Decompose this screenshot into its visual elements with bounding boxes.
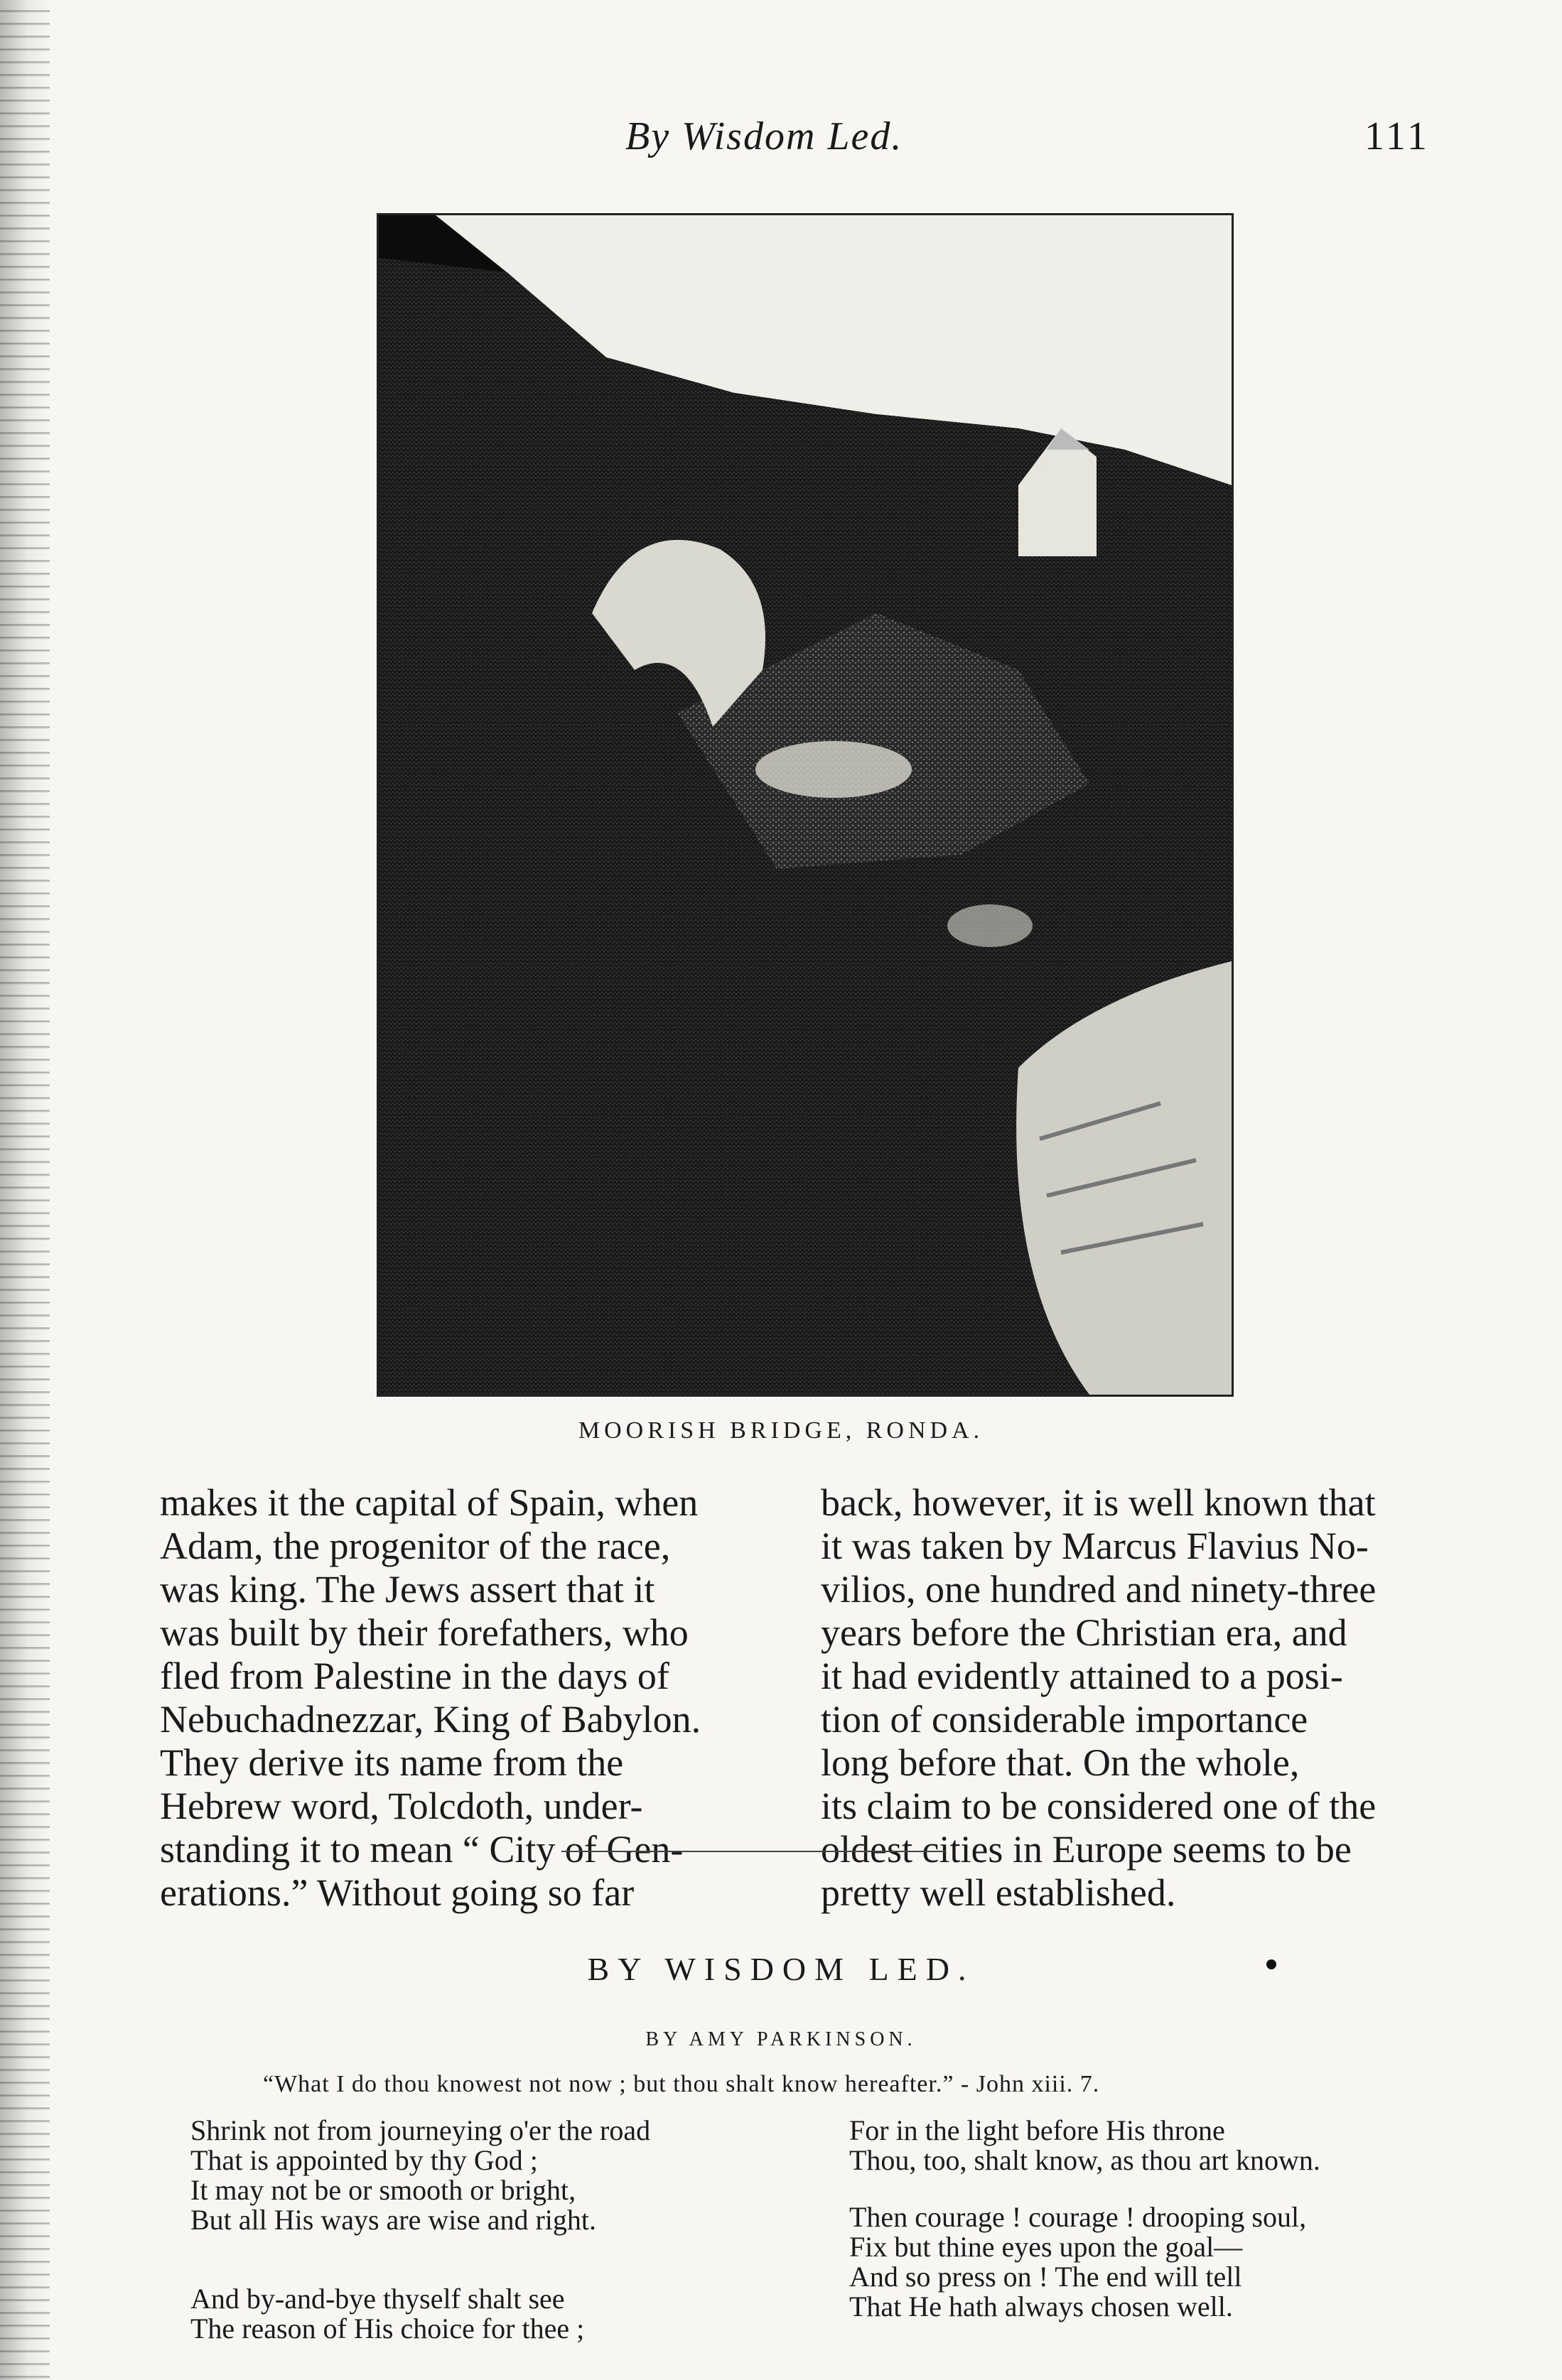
text-line: back, however, it is well known that xyxy=(821,1481,1376,1524)
text-line: was built by their forefathers, who xyxy=(160,1611,689,1654)
ink-dot xyxy=(1266,1959,1276,1969)
poem-line: And by-and-bye thyself shalt see xyxy=(190,2283,565,2315)
text-line: it had evidently attained to a posi- xyxy=(821,1655,1343,1697)
poem-line: And so press on ! The end will tell xyxy=(849,2261,1242,2293)
article-left-column xyxy=(160,1481,778,1915)
text-line: it was taken by Marcus Flavius No- xyxy=(821,1525,1369,1567)
text-line: Nebuchadnezzar, King of Babylon. xyxy=(160,1698,701,1741)
text-line: erations.” Without going so far xyxy=(160,1871,635,1914)
photograph-moorish-bridge xyxy=(377,213,1234,1397)
text-line: fled from Palestine in the days of xyxy=(160,1655,669,1697)
photo-caption: MOORISH BRIDGE, RONDA. xyxy=(578,1417,984,1444)
poem-line: But all His ways are wise and right. xyxy=(190,2204,596,2236)
text-line: years before the Christian era, and xyxy=(821,1611,1347,1654)
poem-line: Thou, too, shalt know, as thou art known. xyxy=(849,2144,1320,2176)
poem-line: That is appointed by thy God ; xyxy=(190,2144,538,2176)
text-line: pretty well established. xyxy=(821,1871,1176,1914)
poem-line: It may not be or smooth or bright, xyxy=(190,2174,576,2206)
poem-author: BY AMY PARKINSON. xyxy=(645,2028,917,2050)
running-head: By Wisdom Led. xyxy=(625,114,903,158)
photograph-image xyxy=(379,215,1232,1395)
text-line: tion of considerable importance xyxy=(821,1698,1308,1741)
poem-line: Fix but thine eyes upon the goal— xyxy=(849,2231,1243,2263)
article-right-column xyxy=(821,1481,1432,1915)
text-line: oldest cities in Europe seems to be xyxy=(821,1828,1352,1871)
text-line: makes it the capital of Spain, when xyxy=(160,1481,699,1524)
text-line: standing it to mean “ City of Gen- xyxy=(160,1828,684,1871)
poem-stanza-1 xyxy=(190,2116,650,2235)
section-divider xyxy=(561,1851,945,1852)
text-line: long before that. On the whole, xyxy=(821,1741,1300,1784)
poem-line: The reason of His choice for thee ; xyxy=(190,2313,585,2344)
page-number: 111 xyxy=(1364,114,1430,158)
text-line: Hebrew word, Tolcdoth, under- xyxy=(160,1785,643,1827)
poem-line: That He hath always chosen well. xyxy=(849,2290,1233,2322)
binding-edge xyxy=(0,0,50,2380)
poem-stanza-4 xyxy=(849,2202,1306,2322)
poem-title: BY WISDOM LED. xyxy=(587,1951,975,1987)
poem-stanza-3 xyxy=(849,2116,1320,2175)
text-line: They derive its name from the xyxy=(160,1741,624,1784)
poem-stanza-2 xyxy=(190,2284,584,2344)
poem-line: For in the light before His throne xyxy=(849,2114,1225,2146)
text-line: vilios, one hundred and ninety-three xyxy=(821,1568,1377,1611)
poem-line: Then courage ! courage ! drooping soul, xyxy=(849,2201,1307,2233)
text-line: was king. The Jews assert that it xyxy=(160,1568,655,1611)
text-line: its claim to be considered one of the xyxy=(821,1785,1377,1827)
text-line: Adam, the progenitor of the race, xyxy=(160,1525,671,1567)
poem-line: Shrink not from journeying o'er the road xyxy=(190,2114,651,2146)
poem-epigraph: “What I do thou knowest not now ; but thou shalt know hereafter.” - John xiii. 7. xyxy=(263,2071,1100,2097)
